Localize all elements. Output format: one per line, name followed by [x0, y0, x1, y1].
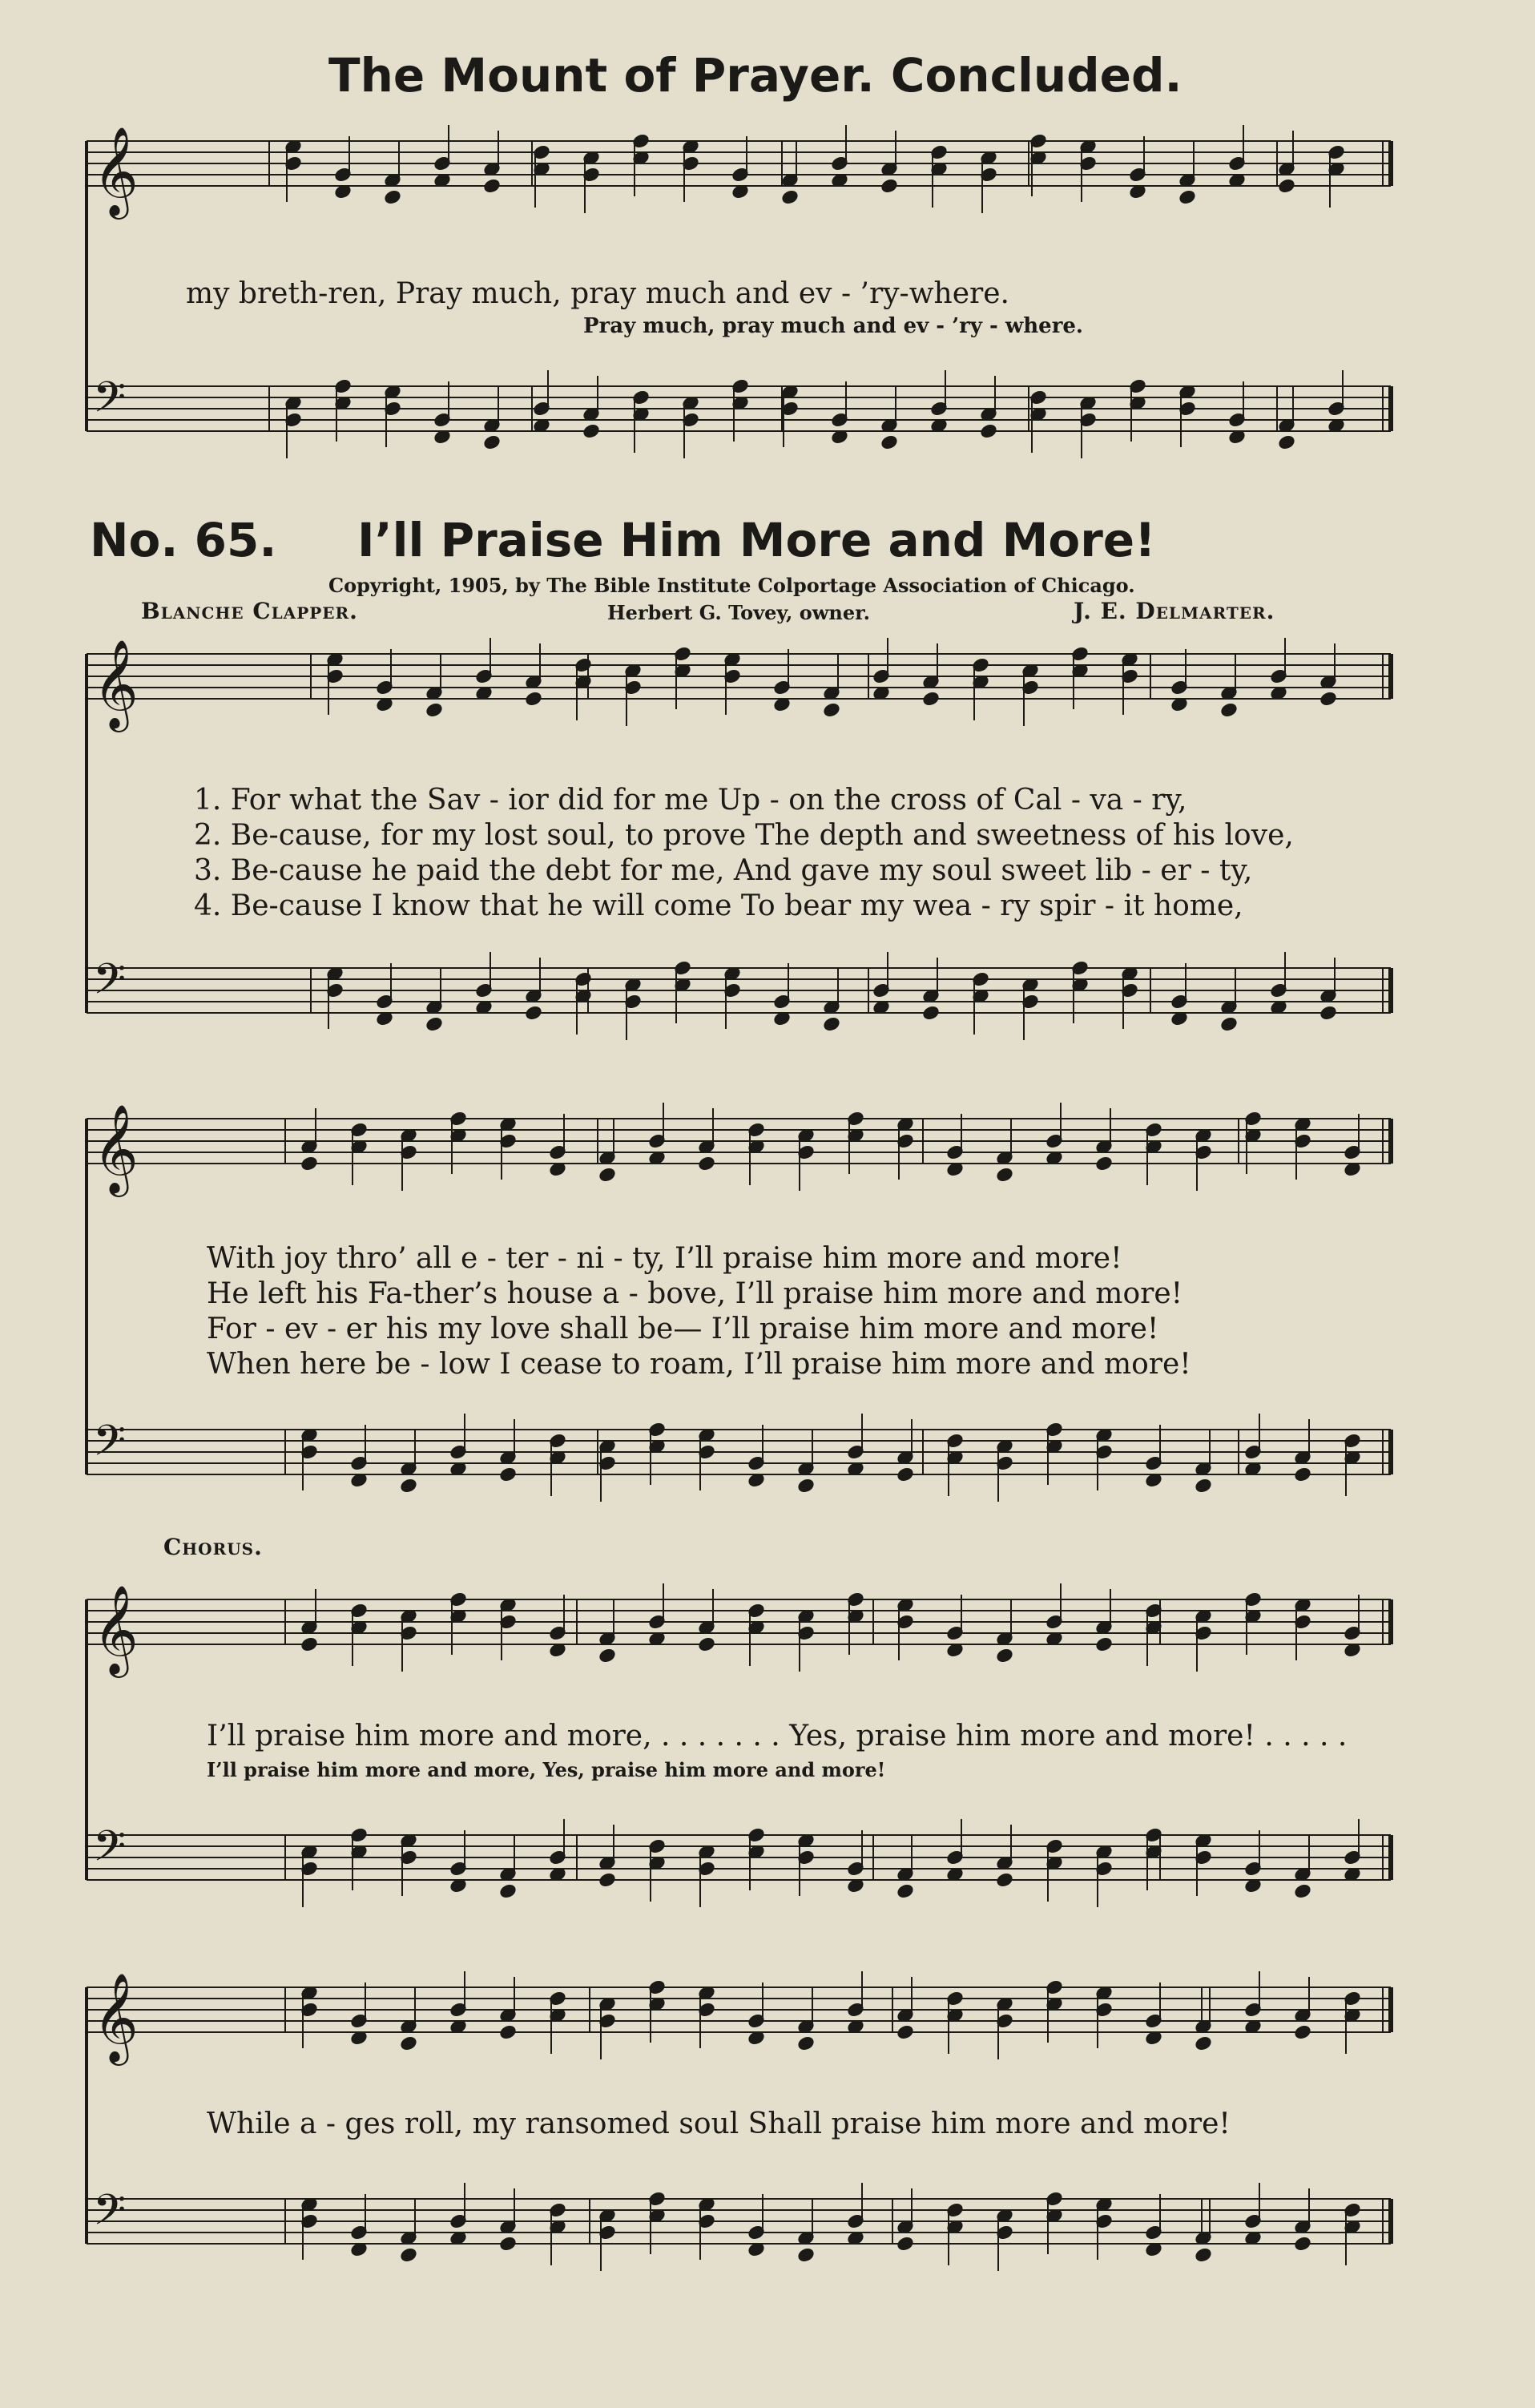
note-head — [896, 2024, 914, 2039]
note-head — [1095, 1636, 1113, 1652]
note-head — [1220, 1016, 1238, 1031]
bass-clef-icon: 𝄢 — [93, 955, 127, 1014]
note-head — [598, 1648, 616, 1663]
note-head — [525, 691, 542, 706]
continuation-bass-lyric: Pray much, pray much and ev - ’ry - where. — [583, 314, 1083, 338]
treble-clef-icon: 𝄞 — [93, 1584, 139, 1674]
chorus-line-1: I’ll praise him more and more, . . . . . . . Yes, praise him more and more! . . . . . — [207, 1720, 1348, 1753]
note-head — [797, 1478, 815, 1493]
note-head — [400, 2247, 417, 2262]
note-head — [896, 1883, 914, 1898]
verse-3-line-1: 3. Be-cause he paid the debt for me, And gave my soul sweet lib - er - ty, — [194, 854, 1253, 887]
lyricist-credit: Blanche Clapper. — [141, 598, 358, 624]
note-head — [823, 1016, 840, 1031]
chorus-label: Chorus. — [163, 1534, 263, 1560]
note-head — [1294, 2236, 1311, 2251]
treble-clef-icon: 𝄞 — [93, 126, 139, 216]
note-head — [1278, 434, 1295, 450]
note-head — [582, 423, 600, 438]
note-head — [797, 2247, 815, 2262]
note-head — [1195, 1478, 1212, 1493]
note-head — [1195, 2247, 1212, 2262]
note-head — [525, 1005, 542, 1020]
note-head — [1195, 2035, 1212, 2051]
note-head — [922, 1005, 940, 1020]
hymn-title: I’ll Praise Him More and More! — [357, 513, 1156, 567]
note-head — [499, 2236, 517, 2251]
verse-1-line-2: With joy thro’ all e - ter - ni - ty, I’ll praise him more and more! — [207, 1242, 1122, 1275]
note-head — [880, 178, 898, 193]
verse-1-line-1: 1. For what the Sav - ior did for me Up - on the cross of Cal - va - ry, — [194, 784, 1187, 817]
note-head — [499, 2024, 517, 2039]
note-head — [996, 1648, 1013, 1663]
chorus-bass-lyric: I’ll praise him more and more, Yes, praise him more and more! — [207, 1758, 886, 1781]
note-head — [1095, 1156, 1113, 1171]
verse-2-line-2: He left his Fa-ther’s house a - bove, I’ll praise him more and more! — [207, 1277, 1183, 1310]
verse-3-line-2: For - ev - er his my love shall be— I’ll praise him more and more! — [207, 1313, 1159, 1345]
treble-clef-icon: 𝄞 — [93, 1103, 139, 1193]
note-head — [880, 434, 898, 450]
note-head — [384, 189, 401, 204]
composer-credit: J. E. Delmarter. — [1074, 598, 1275, 624]
note-head — [598, 1167, 616, 1182]
note-head — [300, 1636, 318, 1652]
note-head — [499, 1883, 517, 1898]
note-head — [483, 434, 501, 450]
note-head — [797, 2035, 815, 2051]
note-head — [896, 1466, 914, 1482]
verse-4-line-2: When here be - low I cease to roam, I’ll praise him more and more! — [207, 1348, 1191, 1381]
note-head — [300, 1156, 318, 1171]
note-head — [896, 2236, 914, 2251]
copyright-line: Copyright, 1905, by The Bible Institute Colportage Association of Chicago. — [328, 574, 1135, 597]
bass-clef-icon: 𝄢 — [93, 373, 127, 433]
bass-clef-icon: 𝄢 — [93, 1417, 127, 1476]
verse-2-line-1: 2. Be-cause, for my lost soul, to prove The depth and sweetness of his love, — [194, 819, 1294, 852]
note-head — [598, 1872, 616, 1887]
treble-clef-icon: 𝄞 — [93, 639, 139, 728]
note-head — [996, 1872, 1013, 1887]
bass-clef-icon: 𝄢 — [93, 1822, 127, 1882]
note-head — [980, 423, 997, 438]
note-head — [996, 1167, 1013, 1182]
note-head — [425, 1016, 443, 1031]
note-head — [1178, 189, 1196, 204]
owner-credit: Herbert G. Tovey, owner. — [607, 601, 870, 624]
note-head — [1294, 1466, 1311, 1482]
note-head — [922, 691, 940, 706]
note-head — [698, 1156, 715, 1171]
note-head — [823, 702, 840, 717]
hymn-number: No. 65. — [90, 513, 277, 567]
treble-clef-icon: 𝄞 — [93, 1972, 139, 2062]
note-head — [400, 1478, 417, 1493]
bass-clef-icon: 𝄢 — [93, 2186, 127, 2245]
note-head — [499, 1466, 517, 1482]
continuation-lyric: my breth-ren, Pray much, pray much and ev - ’ry-where. — [186, 277, 1009, 310]
continuation-title: The Mount of Prayer. Concluded. — [328, 48, 1182, 103]
note-head — [425, 702, 443, 717]
note-head — [1278, 178, 1295, 193]
note-head — [1319, 1005, 1337, 1020]
chorus-line-2: While a - ges roll, my ransomed soul Shall praise him more and more! — [207, 2108, 1231, 2140]
note-head — [1294, 1883, 1311, 1898]
note-head — [781, 189, 799, 204]
note-head — [1294, 2024, 1311, 2039]
verse-4-line-1: 4. Be-cause I know that he will come To bear my wea - ry spir - it home, — [194, 889, 1243, 922]
note-head — [1319, 691, 1337, 706]
note-head — [483, 178, 501, 193]
note-head — [698, 1636, 715, 1652]
note-head — [1220, 702, 1238, 717]
note-head — [400, 2035, 417, 2051]
